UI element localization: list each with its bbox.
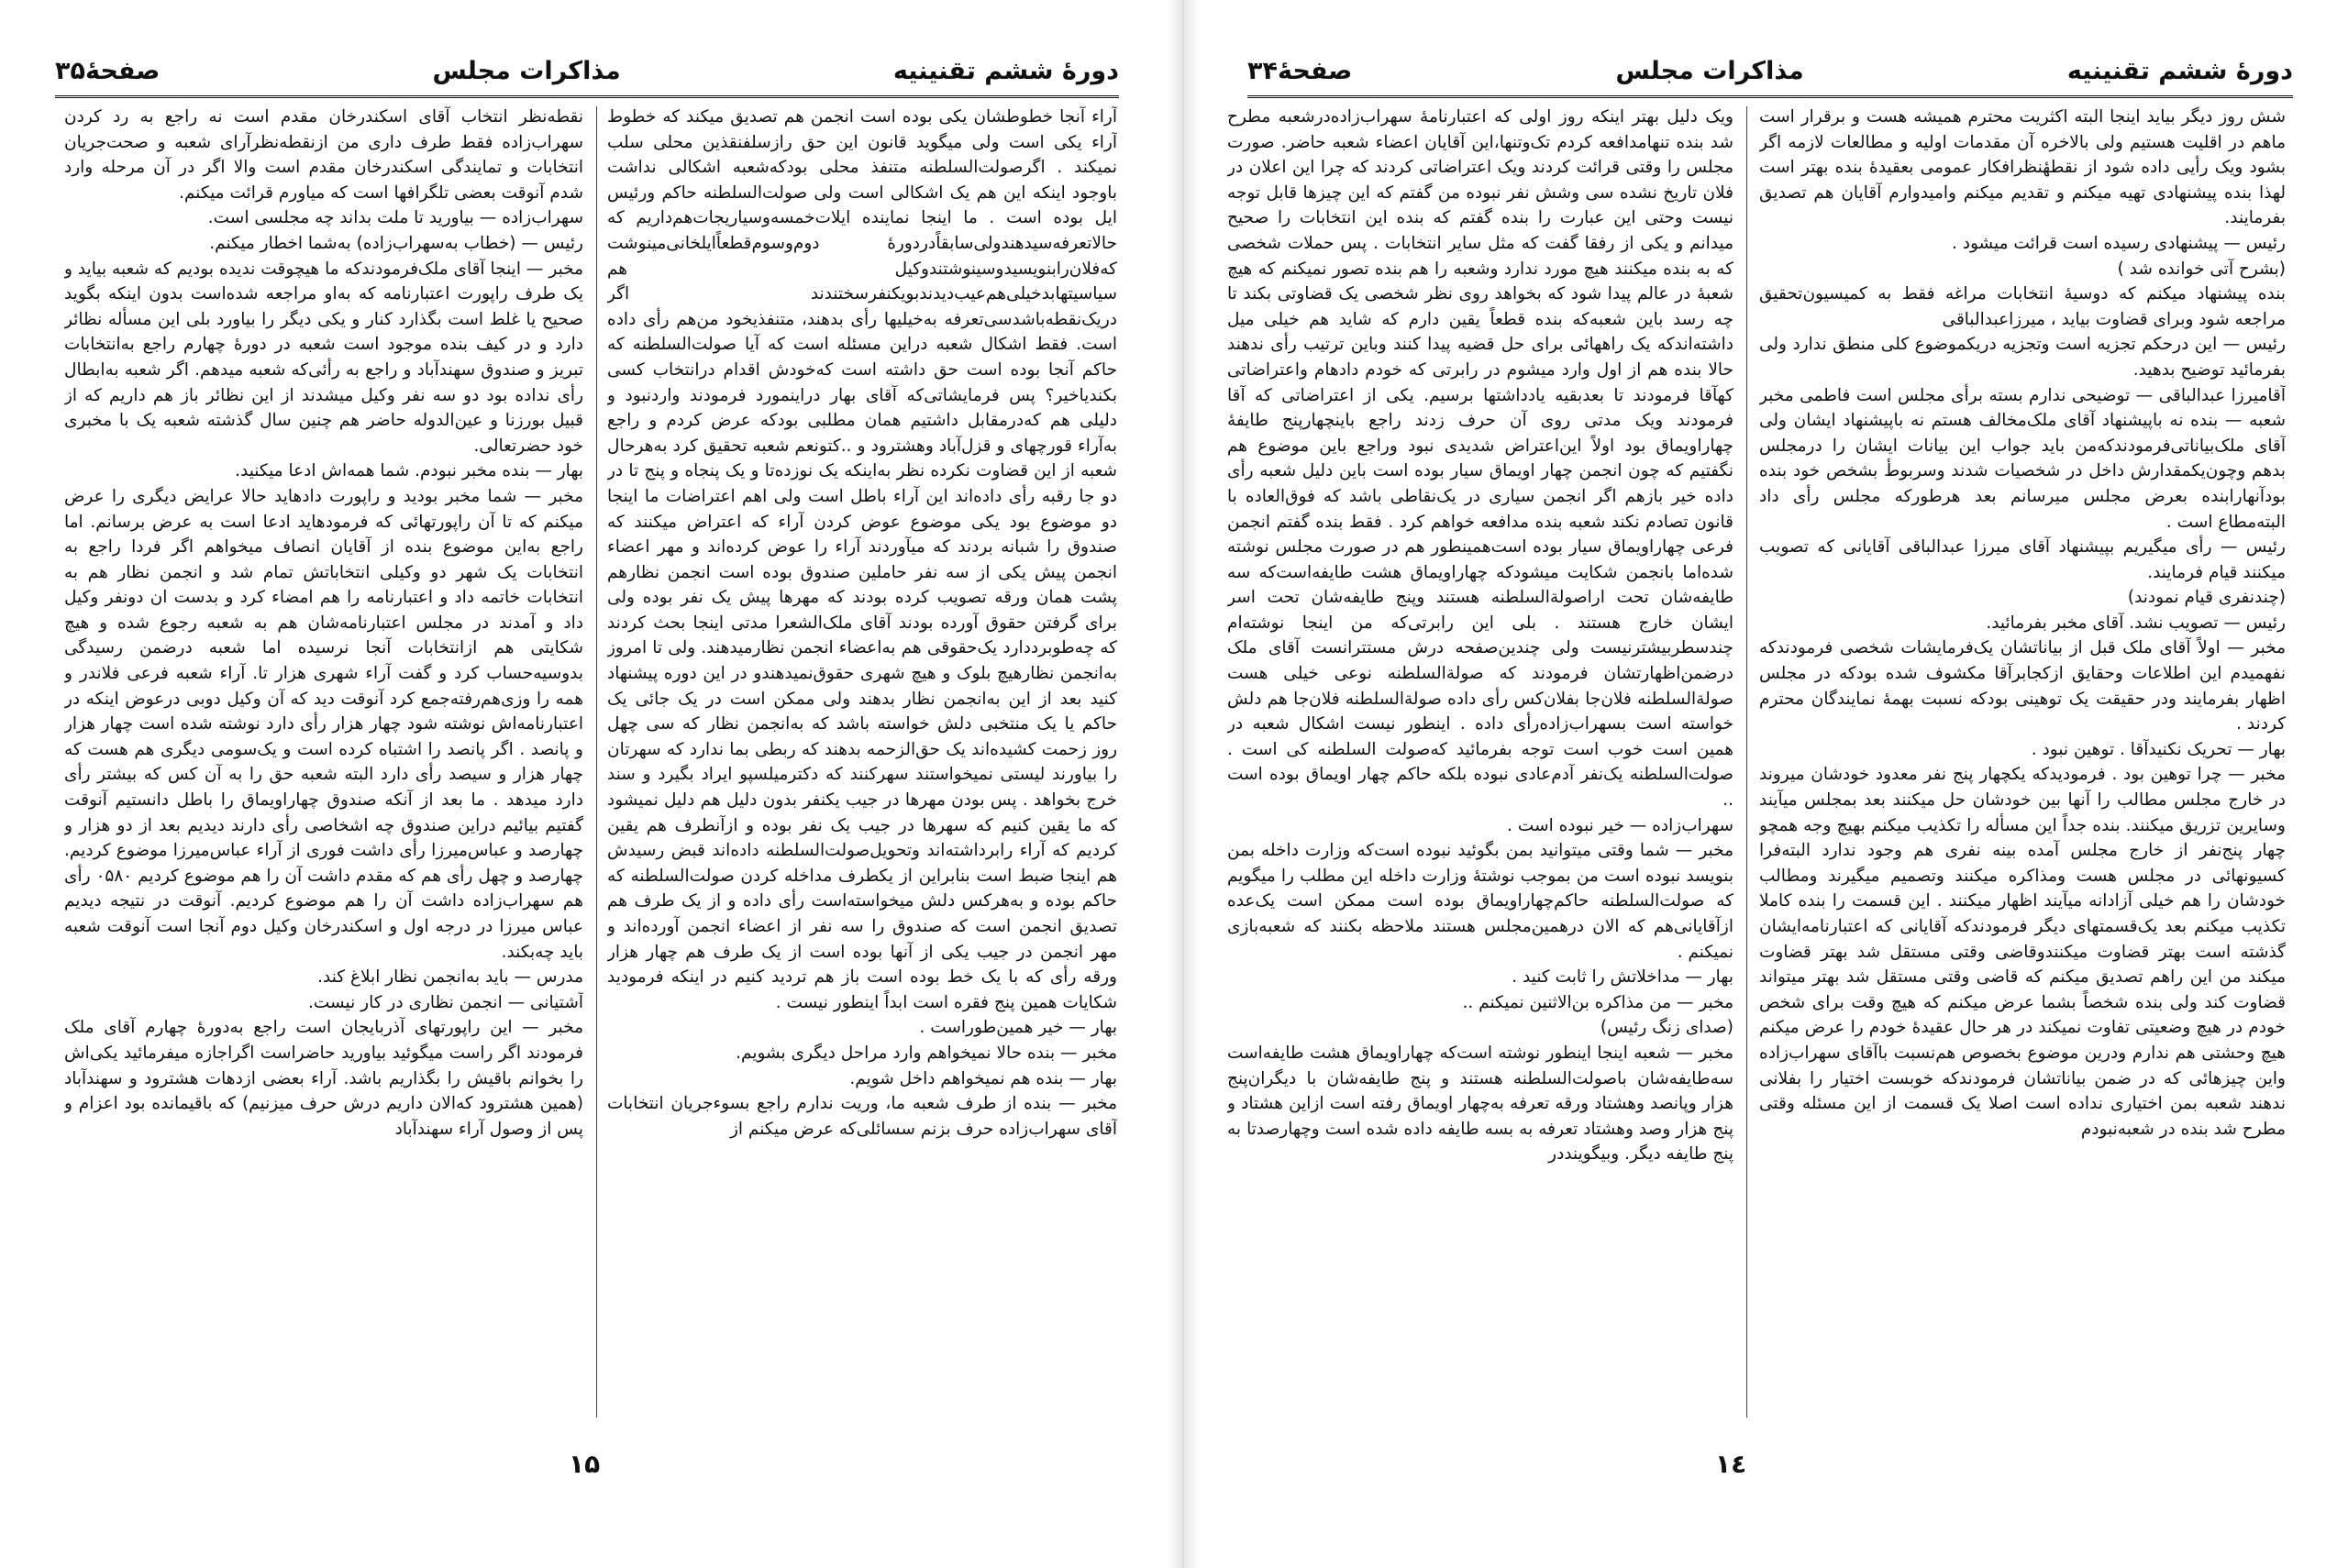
paragraph: مدرس — باید به‌انجمن نظار ابلاغ کند. — [317, 967, 583, 988]
page-label: صفحهٔ۳۵ — [55, 56, 161, 85]
paragraph: مخبر — این راپورتهای آذربایجان است راجع به‌دورهٔ چهارم آقای ملک فرمودند اگر راست میگوئید بیاورید حاضراست اگراجازه میفرمائید یکی‌اش را بخوانم باقیش را بگذاریم باشد. آراء بعضی ازدهات هشترود و سهندآباد (همین هشترود که‌الان داریم درش حرف میزنیم) که باقیمانده بود اعزام و پس از وصول آراء سهندآباد — [64, 1018, 583, 1139]
running-head — [55, 48, 1119, 94]
paragraph: سهراب‌زاده — بیاورید تا ملت بداند چه مجلسی است. — [207, 208, 583, 228]
page-number: ۱٤ — [1715, 1449, 1747, 1479]
paragraph: آشتیانی — انجمن نظاری در کار نیست. — [307, 992, 583, 1012]
paragraph: مخبر — شعبه اینجا اینطور نوشته است‌که چهاراویماق هشت طایفه‌است سه‌طایفه‌شان باصولت‌السلطنه هستند و پنج طایفه‌شان با دیگران‌پنج هزار وپانصد وهشتاد ورقه تعرفه به‌چهار اویماق رفته است ازاین هشتاد و پنج هزار وصد وهشتاد تعرفه به بسه طایفه داده شده است وچهارصدتا به پنج طایفه دیگر. وبیگویند‌در — [1227, 1043, 1733, 1165]
paragraph: (بشرح آتی خوانده شد ) — [2117, 259, 2286, 279]
session-label: دورهٔ ششم تقنینیه — [2066, 56, 2293, 85]
paragraph: بهار — تحریک نکنیدآقا . توهین نبود . — [2031, 739, 2286, 759]
paragraph: بهار — خیر همین‌طوراست . — [919, 1018, 1117, 1038]
paragraph: بنده پیشنهاد میکنم که دوسیهٔ انتخابات مراغه فقط به کمیسیون‌تحقیق مراجعه شود وبرای قضاوت بیاید ، میرزاعبدالباقی — [1759, 284, 2286, 329]
paragraph: سهراب‌زاده — خیر نبوده است . — [1507, 815, 1733, 835]
paragraph: رئیس — رأی میگیریم بپیشنهاد آقای میرزا عبدالباقی آقایانی که تصویب میکنند قیام فرمایند. — [1759, 537, 2286, 582]
text-column — [607, 105, 1117, 1416]
paragraph: مخبر — بنده حالا نمیخواهم وارد مراحل دیگری بشویم. — [736, 1043, 1117, 1063]
paragraph: مخبر — من مذاکره بن‌الاثنین نمیکنم .. — [1462, 992, 1733, 1012]
paragraph: نقطه‌نظر انتخاب آقای اسکندرخان مقدم است نه راجع به رد کردن سهراب‌زاده فقط طرف داری من ازنقطه‌نظرآرای شعبه و صحت‌جریان انتخابات و تمایندگی اسکندرخان مقدم است والا اگر در آن مرحله وارد شدم آنوقت بعضی تلگرافها است که میاورم قرائت میکنم. — [64, 107, 583, 203]
header-rule — [55, 95, 1119, 98]
page-number: ۱۵ — [569, 1449, 601, 1479]
header-rule — [1247, 95, 2293, 98]
paragraph: مخبر — اولاً آقای ملک قبل از بیاناتشان یک‌فرمایشات شخصی فرمودندکه نفهمیدم این اطلاعات وحقایق از‌کجابرآقا مکشوف شده بودکه در مجلس اظهار بفرمایند ودر حقیقت یک توهینی بودکه نسبت بهمهٔ نمایندگان محترم کردند . — [1759, 638, 2286, 734]
paragraph: بهار — مداخلاتش را ثابت کنید . — [1512, 967, 1733, 988]
paragraph: مخبر — شما وقتی میتوانید بمن بگوئید نبوده است‌که وزارت داخله بمن بنویسد نبوده است من بموجب نوشتهٔ وزارت داخله این مطلب را میگویم که صولت‌السلطنه حاکم‌چهاراویماق بوده است ممکن است یک‌عده ازآقایانی‌هم که الان درهمین‌مجلس هستند ملاحظه بکنند که شعبه‌بازی نمیکنم . — [1227, 841, 1733, 962]
paragraph: مخبر — بنده از طرف شعبه ما، وریت ندارم راجع بسوءجریان انتخابات آقای سهراب‌زاده حرف بزنم سسائلی‌که عرض میکنم از — [607, 1094, 1117, 1139]
text-column — [64, 105, 583, 1416]
paragraph: مخبر — اینجا آقای ملک‌فرمودندکه ما هیچوقت ندیده بودیم که شعبه بیاید و یک طرف راپورت اعتبارنامه که به‌او مراجعه شده‌است بدون اینکه بگوید صحیح یا غلط است بگذارد کنار و یکی دیگر را بیاورد بلی این مسأله نظائر دارد و در کیف بنده موجود است شعبه در دورهٔ چهارم راجع به‌انتخابات تبریز و صندوق سهندآباد و راجع به رأئی‌که شعبه میدهم. اگر شعبه به‌ابطال رأی نداده بود دو سه نفر وکیل میشدند از این نظائر باز هم داریم که از قبیل بورزنا و عین‌الدوله حاضر هم چنین سال گذشته شعبه یک با مخبری خود حضرتعالی. — [64, 259, 583, 456]
page-label: صفحهٔ۳۴ — [1247, 56, 1353, 85]
paragraph: بهار — بنده مخبر نبودم. شما همه‌اش ادعا میکنید. — [235, 461, 583, 481]
paragraph: بهار — بنده هم نمیخواهم داخل شویم. — [849, 1068, 1117, 1088]
paragraph: رئیس — این درحکم تجزیه است وتجزیه دریکموضوع کلی منطق ندارد ولی بفرمائید توضیح بدهید. — [1759, 335, 2286, 380]
text-column — [1759, 105, 2286, 1416]
paragraph: آراء آنجا خطوطشان یکی بوده است انجمن هم تصدیق میکند که خطوط آراء یکی است ولی میگوید قانون این حق رازسلفنقذین محلی سلب نمیکند . اگرصولت‌السلطنه متنفذ محلی بودکه‌شعبه اشکالی نداشت باوجود اینکه این هم یک اشکالی است ولی صولت‌السلطنه حاکم ورئیس ایل بوده است . ما اینجا نماینده ایلات‌خمسه‌وسیاریجات‌هم‌داریم که حالا‌تعرفه‌سید‌هندولی‌سابقاًدردورهٔ دوم‌وسوم‌قطعاًایلخانی‌مینوشت که‌فلان‌رابنویسیدوسینوشتند‌وکیل هم سیاسیتها‌بدخیلی‌هم‌عیب‌دیدندبویکنفرسختندند اگر در‌یک‌نقطه‌باشدسی‌تعرفه به‌خیلیها رأی بدهند، متنفذیخود من‌هم رأی داده است. فقط اشکال شعبه دراین مسئله است که آیا صولت‌السلطنه که حاکم آنجا بوده است حق داشته است که‌خودش اقدام درانتخاب کسی بکندیاخیر؟ پس فرمایشاتی‌که آقای بهار دراینمورد فرمودند واردنبود و دلیلی هم که‌درمقابل داشتیم همان مطلبی بود‌که عرض کردم و راجع به‌آراء قورچهای و قزل‌آباد وهشترود و ..کتونعم شعبه تحقیق کرد به‌هرحال شعبه از این قضاوت نکرده نظر به‌اینکه یک نوزده‌تا و یک پنجاه و پنج تا در دو جا رقبه رأی داده‌اند این آراء باطل است ولی اهم اعتراضات ما اینجا دو موضوع بود یکی موضوع عوض کردن آراء که اعتراض میکنند که صندوق را شبانه بردند که میآوردند آراء را عوض کرده‌اند و مهر اعضاء انجمن پیش یکی از سه نفر حاملین صندوق بوده است انجمن نظارهم پشت همان ورقه تصویب کرده بودند که مهرها پیش یک نفر بوده ولی برای گرفتن حقوق آورده بودند آقای ملک‌الشعرا مدتی اینجا بحث کردند که چه‌طوبرددارد یک‌حقوقی هم به‌اعضاء انجمن نظار‌میدهند. ولی تا امروز به‌انجمن نظارهیچ بلوک و هیچ شهری حقوق‌نمیدهند‌و در این دوره پیشنهاد کنید بعد از این به‌انجمن نظار بدهند ولی ممکن است در یک جائی یک حاکم یا یک منتخبی دلش خواسته باشد که به‌انجمن نظار که سی چهل روز زحمت کشیده‌اند یک حق‌الزحمه بدهند که ربطی بما ندارد که سهرتان را بیاورند لیستی نمیخواستند سهرکنند که دکترمیلسپو ایراد بگیرد و سند خرج بخواهد . پس بودن مهرها در جیب یکنفر بدون دلیل هم دلیل نمیشود که ما یقین کنیم که سهرها در جیب یک نفر بوده و ازآنطرف هم یقین کردیم که آراء رابرداشته‌اند وتحویل‌صولت‌السلطنه داده‌اند قبض رسیدش هم اینجا ضبط است بنابراین از یکطرف مداخله کردن صولت‌السلطنه که حاکم بوده و به‌هرکس دلش میخواسته‌است رأی داده و از یک طرف هم تصدیق انجمن است که صندوق را سه نفر از اعضاء انجمن آورده‌اند و مهر انجمن در جیب یکی از آنها بوده است از یک طرف هم چهار هزار ورقه رأی که با یک خط بوده است باز هم تردید کنیم در اینکه فرمودید شکایات همین پنج فقره است ابداً اینطور نیست . — [607, 107, 1117, 1012]
paragraph: شش روز دیگر بیاید اینجا البته اکثریت محترم همیشه هست و برقرار است ماهم در اقلیت هستیم ولی بالاخره آن مقدمات اولیه و مطالعات لازمه اگر بشود ویک رأیی داده شود از نقطهٔنظرافکار عمومی بعقیدهٔ بنده بهتر است لهذا بنده پیشنهادی تهیه میکنم و تقدیم میکنم وامیدوارم آقایان هم تصدیق بفرمایند. — [1759, 107, 2286, 228]
paragraph: مخبر — شما مخبر بودید و راپورت دادهاید حالا عرایض دیگری را عرض میکنم که تا آن راپورتهائی که فرمودهاید ادعا است به عرض برسانم. اما راجع به‌این موضوع بنده از آقایان انصاف میخواهم اگر فردا راجع به انتخابات یک شهر دو وکیلی انتخاباتش تمام شد و انجمن نظار هم به انتخابات خاتمه داد و اعتبارنامه را هم امضاء کرد و بدست ان دونفر وکیل داد و آمدند در مجلس اعتبارنامه‌شان هم به شعبه رجوع شده و هیچ شکایتی هم ازانتخابات آنجا نرسیده اما شعبه درضمن رسیدگی بدوسیه‌حساب کرد و گفت آراء شهری هزار تا. آراء شعبه فرعی فلاندر و همه را وزی‌هم‌رفته‌جمع کرد آنوقت دید که آن وکیل دوبی درعوض اینکه در اعتبارنامه‌اش نوشته شود چهار هزار رأی دارد نوشته شده است چهار هزار و پانصد . اگر پانصد را اشتباه کرده است و یک‌سومی دیگری هم هست که چهار هزار و سیصد رأی دارد البته شعبه حق را به آن کس که بیشتر رأی دارد میدهد . ما بعد از آنکه صندوق چهاراویماق را باطل دانستیم آنوقت گفتیم بیائیم دراین صندوق چه اشخاصی رأی دارند دیدیم بعد از دو هزار و چهارصد و عباس‌میرزا رأی داشت فوری از آراء عباس‌میرزا موضوع کردیم. چهارصد و چهل رأی هم که مقدم داشت آن را هم موضوع کردیم ۰۵۸۰ رأی هم سهراب‌زاده داشت آن را هم موضوع کردیم. آنوقت در نتیجه دیدیم عباس میرزا در درجه اول و اسکندرخان وکیل دوم آنجا است آنوقت شعبه باید چه‌بکند. — [64, 486, 583, 962]
paragraph: (صدای زنگ رئیس) — [1600, 1018, 1733, 1038]
paragraph: آقامیرزا عبدالباقی — توضیحی ندارم بسته برأی مجلس است فاطمی مخبر شعبه — بنده نه باپیشنهاد آقای ملک‌مخالف هستم نه باپیشنهاد ایشان ولی آقای ملک‌بیاناتی‌فرمودندکه‌من باید جواب این بیانات ایشان را درمجلس بدهم وچون‌یکمقدارش داخل در شخصیات شدند وسربوطٔ بشخص خود بنده بودآنهارابنده بعرض مجلس میرسانم بعد هرطورکه مجلس رأی داد البته‌مطاع است . — [1759, 385, 2286, 532]
column-divider — [1746, 106, 1747, 1418]
paragraph: ویک دلیل بهتر اینکه روز اولی که اعتبارنامهٔ سهراب‌زاده‌درشعبه مطرح شد بنده تنهامدافعه کردم تک‌وتنها،این آقایان اعضاء شعبه حاضر. صورت مجلس را وقتی قرائت کردند ویک اعتراضاتی کردند که چرا این اعلان در فلان تاریخ نشده سی وشش نفر نبوده من گفتم که این چیزها قابل توجه نیست وحتی این عبارت را بنده گفتم که بنده این انتخابات را صحیح میدانم و یکی از رفقا گفت که مثل سایر انتخابات . پس حملات شخصی که به بنده میکنند هیچ مورد ندارد وشعبه را هم بنده تصور نمیکنم که هیچ شعبهٔ در عالم پیدا شود که بخواهد روی نظر شخصی یک قضاوتی بکند تا چه رسد باین شعبه‌که بنده قطعاً یقین دارم که شاید هم خیلی میل داشته‌اندکه یک راههائی برای حل قضیه پیدا کنند وباین ترتیب رأی ندهند حالا بنده هم از اول وارد میشوم در رابرتی که خودم دادهام واعتراضاتی کهآقا فرمودند تا بعدبقیه یادداشتها برسیم. یکی از اعتراضاتی که آقا فرمودند ویک مدتی روی آن حرف زدند راجع باینچهارپنج طایفهٔ چهاراویماق بود اولاً این‌اعتراض شدیدی نبود وراجع باین موضوع هم نگفتیم که چون انجمن چهار اویماق سیار بوده است باین دلیل شعبه رأی داده خیر بازهم اگر انجمن سیاری در یک‌نقاطی باشد که فوق‌العاده با قانون تصادم نکند شعبه بنده مدافعه خواهم کرد . فقط بنده گفتم انجمن فرعی چهاراویماق سیار بوده است‌همینطور هم در صورت مجلس نوشته شده‌اما بانجمن شکایت میشودکه چهاراویماق هشت طایفه‌است‌که سه طایفه‌شان تحت اراصولةالسلطنه هستند وپنج طایفه‌شان تحت اسر ایشان خارج هستند . بلی این رابرتی‌که من اینجا نوشته‌ام چندسطربیشترنیست ولی چندین‌صفحه درش مستترانست آقای ملک درضمن‌اظهارتشان فرمودند که صولةالسلطنه نوعی خیلی هست صولةالسلطنه فلان‌جا بفلان‌کس رأی داده صولةالسلطنه فلان‌جا هم دلش خواسته است بسهراب‌زاده‌رأی داده . اینطور نیست اشکال شعبه در همین است خوب است توجه بفرمائید که‌صولت السلطنه کی است . صولت‌السلطنه یک‌نفر آدم‌عادی نبوده بلکه حاکم چهار اویماق بوده است .. — [1227, 107, 1733, 811]
session-label: دورهٔ ششم تقنینیه — [892, 56, 1119, 85]
header-title: مذاکرات مجلس — [1615, 56, 1804, 85]
page-right — [1183, 0, 2348, 1568]
running-head — [1247, 48, 2293, 94]
paragraph: مخبر — چرا توهین بود . فرمودیدکه یکچهار پنج نفر معدود خودشان میروند در خارج مجلس مطالب را آنها بین خودشان حل میکنند بعد بمجلس میآیند وسایرین تزریق میکنند. بنده جداً این مسأله را تکذیب میکنم بهیچ وجه همچو چهار پنج‌نفر از خارج مجلس آمده بینه نفری هم وجود ندارد البته‌فرا کسیونهائی در مجلس هست ومذاکره میکنند وتصمیم میگیرند ومطالب خودشان را هم خیلی آزادانه میآیند اظهار میکنند . این قسمت را بنده کاملا تکذیب میکنم بعد یک‌قسمتهای دیگر فرمودند‌که آقایانی که اعتبارنامه‌ایشان گذشته است بهتر قضاوت میکنندوقاضی وقتی مستقل شد بهتر قضاوت میکند من این راهم تصدیق میکنم که قاضی وقتی مستقل شد بهتر میتواند قضاوت کند ولی بنده شخصاً بشما عرض میکنم که هیچ وقت برای شخص خودم در هیچ وضعیتی تفاوت نمیکند در هر حال عقیدهٔ خودم را عرض میکنم هیچ وحشتی هم ندارم ودرین موضوع بخصوص هم‌نسبت باآقای سهراب‌زاده واین چیزهائی که در ضمن بیاناتشان فرمودند‌که خوبست اختیار را بفلانی ندهند شعبه بمن اختیاری نداده است اصلا یک قسمت از این مسئله وقتی مطرح شد بنده در شعبه‌نبودم — [1759, 765, 2286, 1139]
column-divider — [596, 106, 597, 1418]
paragraph: رئیس — (خطاب به‌سهراب‌زاده) به‌شما اخطار میکنم. — [209, 233, 583, 253]
paragraph: (چندنفری قیام نمودند) — [2127, 588, 2286, 608]
paragraph: رئیس — پیشنهادی رسیده است قرائت میشود . — [1951, 233, 2286, 253]
header-title: مذاکرات مجلس — [432, 56, 621, 85]
paragraph: رئیس — تصویب نشد. آقای مخبر بفرمائید. — [1986, 613, 2286, 633]
text-column — [1227, 105, 1733, 1416]
